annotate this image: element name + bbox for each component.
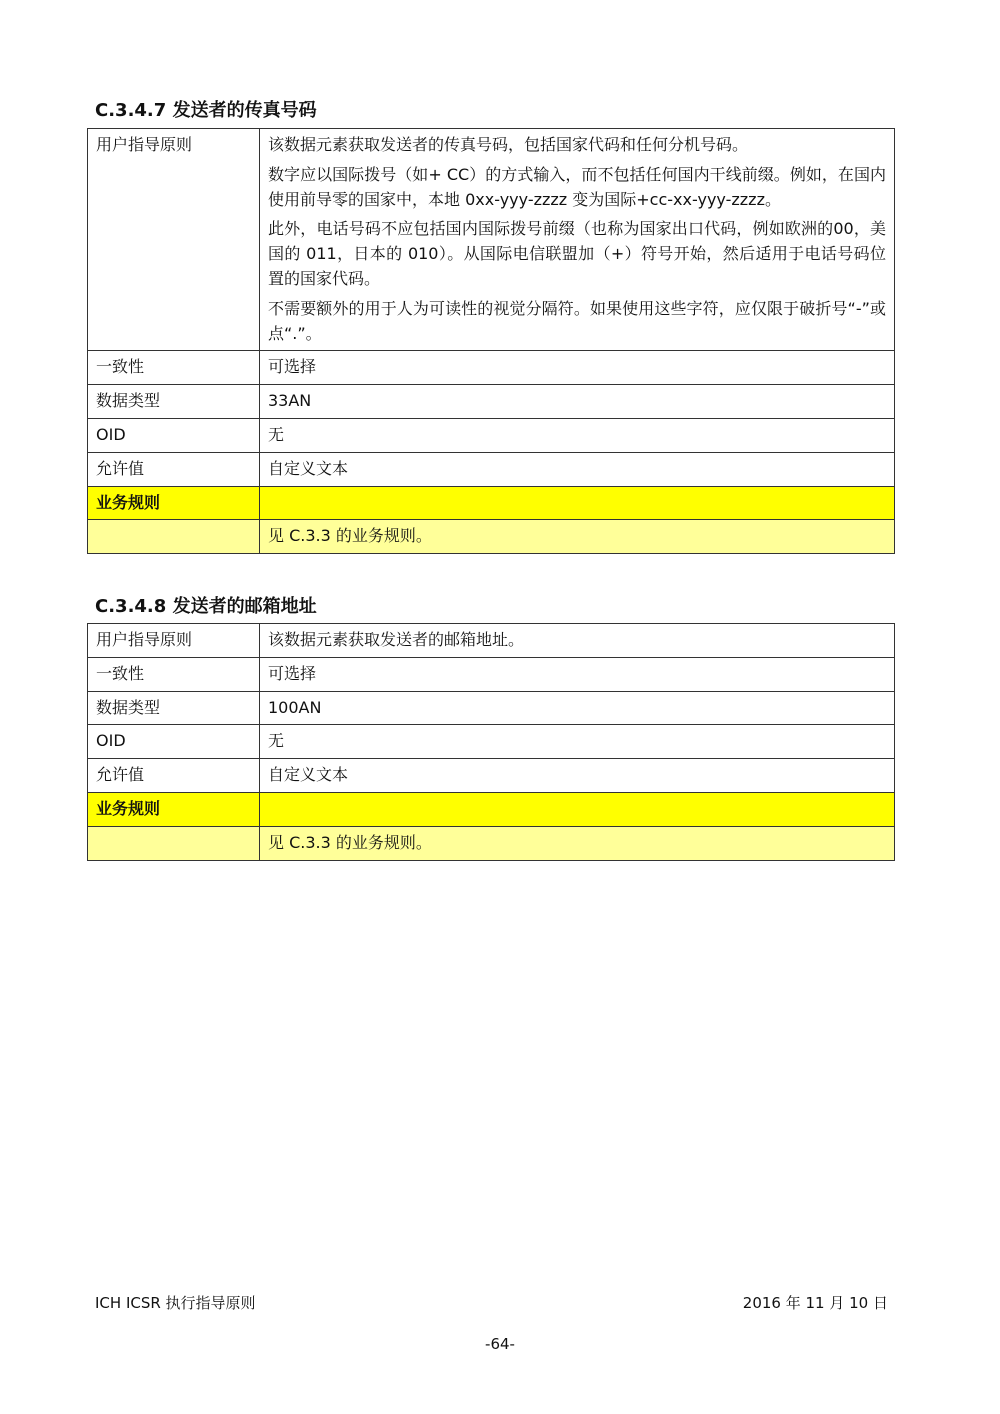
page-number: -64- xyxy=(485,1335,515,1353)
footer-document-title: ICH ICSR 执行指导原则 xyxy=(95,1294,256,1312)
table-row xyxy=(88,520,895,554)
email-spec-table xyxy=(87,623,895,861)
datatype-label: 数据类型 xyxy=(88,691,260,725)
table-row xyxy=(88,385,895,419)
table-row xyxy=(88,418,895,452)
table-row xyxy=(88,691,895,725)
guide-label: 用户指导原则 xyxy=(88,624,260,658)
rules-empty-cell xyxy=(260,792,895,826)
rules-value: 见 C.3.3 的业务规则。 xyxy=(260,520,895,554)
conformance-label: 一致性 xyxy=(88,657,260,691)
rules-label: 业务规则 xyxy=(88,792,260,826)
conformance-value: 可选择 xyxy=(260,351,895,385)
datatype-value: 33AN xyxy=(260,385,895,419)
guide-paragraph: 该数据元素获取发送者的邮箱地址。 xyxy=(268,630,525,649)
guide-value xyxy=(260,624,895,658)
guide-label: 用户指导原则 xyxy=(88,129,260,351)
footer-date: 2016 年 11 月 10 日 xyxy=(742,1294,888,1312)
table-row xyxy=(88,129,895,351)
fax-spec-table xyxy=(87,128,895,554)
guide-paragraph: 此外，电话号码不应包括国内国际拨号前缀（也称为国家出口代码，例如欧洲的00，美国的 011，日本的 010）。从国际电信联盟加（+）符号开始，然后适用于电话号码位置的国家代码。 xyxy=(268,219,886,288)
oid-value: 无 xyxy=(260,418,895,452)
table-row xyxy=(88,452,895,486)
datatype-value: 100AN xyxy=(260,691,895,725)
guide-paragraph: 数字应以国际拨号（如+ CC）的方式输入，而不包括任何国内干线前缀。例如，在国内使用前导零的国家中，本地 0xx-yyy-zzzz 变为国际+cc-xx-yyy-zzzz。 xyxy=(268,164,886,209)
table-row xyxy=(88,759,895,793)
conformance-value: 可选择 xyxy=(260,657,895,691)
table-row xyxy=(88,486,895,520)
guide-value xyxy=(260,129,895,351)
oid-value: 无 xyxy=(260,725,895,759)
table-row xyxy=(88,351,895,385)
rules-empty-cell xyxy=(88,520,260,554)
oid-label: OID xyxy=(88,725,260,759)
table-row xyxy=(88,624,895,658)
allowed-label: 允许值 xyxy=(88,759,260,793)
rules-empty-cell xyxy=(88,826,260,860)
guide-paragraph: 该数据元素获取发送者的传真号码，包括国家代码和任何分机号码。 xyxy=(268,135,749,154)
rules-empty-cell xyxy=(260,486,895,520)
section-heading-email: C.3.4.8 发送者的邮箱地址 xyxy=(95,596,317,617)
rules-value: 见 C.3.3 的业务规则。 xyxy=(260,826,895,860)
allowed-value: 自定义文本 xyxy=(260,759,895,793)
conformance-label: 一致性 xyxy=(88,351,260,385)
guide-paragraph: 不需要额外的用于人为可读性的视觉分隔符。如果使用这些字符，应仅限于破折号“-”或点“.”。 xyxy=(268,298,886,343)
table-row xyxy=(88,826,895,860)
allowed-value: 自定义文本 xyxy=(260,452,895,486)
table-row xyxy=(88,792,895,826)
table-row xyxy=(88,725,895,759)
section-heading-fax: C.3.4.7 发送者的传真号码 xyxy=(95,100,317,121)
oid-label: OID xyxy=(88,418,260,452)
allowed-label: 允许值 xyxy=(88,452,260,486)
datatype-label: 数据类型 xyxy=(88,385,260,419)
table-row xyxy=(88,657,895,691)
rules-label: 业务规则 xyxy=(88,486,260,520)
